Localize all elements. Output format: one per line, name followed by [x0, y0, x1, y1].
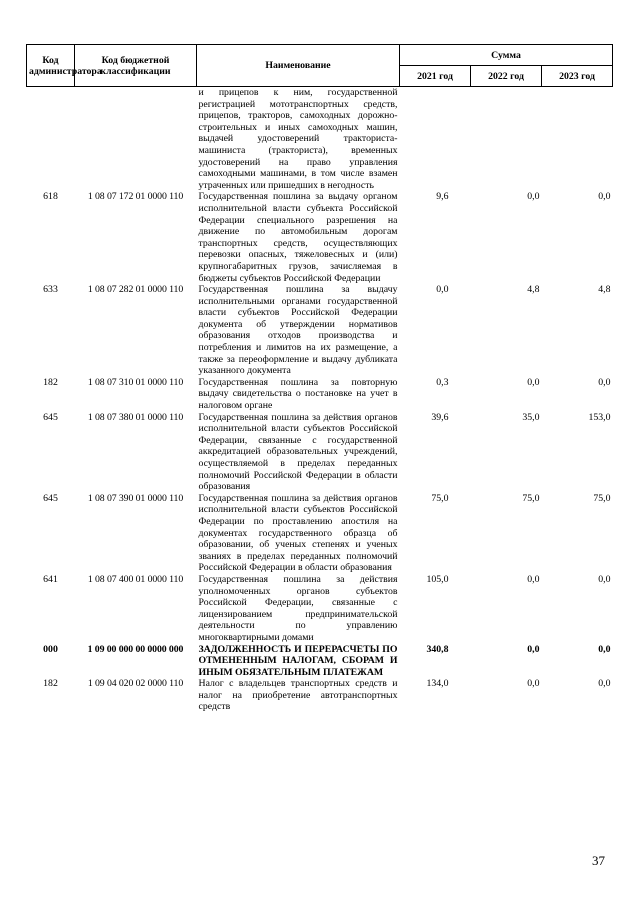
table-row — [27, 678, 613, 713]
budget-code-cell: 1 08 07 310 01 0000 110 — [87, 376, 184, 388]
table-row — [27, 377, 613, 412]
sum-2021-cell: 0,3 — [436, 376, 449, 388]
sum-2023-cell — [542, 87, 613, 192]
header-year-2023: 2023 год — [542, 66, 613, 87]
header-row-top — [27, 45, 613, 66]
table-row — [27, 87, 613, 192]
budget-code-cell: 1 09 00 000 00 0000 000 — [87, 643, 184, 655]
sum-2022-cell: 4,8 — [527, 284, 540, 296]
admin-code-cell: 645 — [43, 492, 58, 504]
sum-2022-cell: 35,0 — [522, 411, 540, 423]
name-cell: Государственная пошлина за выдачу органом исполнительной власти субъекта Российской Федерации специального разрешения на движение по автомобильным дорогам транспортных средств, осуществляющих перевозки опасных, тяжеловесных и (или) крупногабаритных грузов, зачисляемая в бюджеты субъектов Российской Федерации — [198, 191, 398, 284]
sum-2022-cell: 0,0 — [527, 376, 540, 388]
budget-code-cell: 1 08 07 172 01 0000 110 — [87, 191, 184, 203]
sum-2021-cell: 340,8 — [426, 643, 449, 655]
name-cell: Государственная пошлина за выдачу исполнительными органами государственной власти субъектов Российской Федерации документа об утверждении нормативов образования отходов производства и потребления и лимитов на их размещение, а также за переоформление и выдачу дубликата указанного документа — [198, 284, 398, 377]
header-budget-code: Код бюджетной классификации — [75, 45, 197, 87]
header-admin-code: Код администратора — [27, 45, 75, 87]
sum-2023-cell: 0,0 — [598, 643, 611, 655]
admin-code-cell: 641 — [43, 573, 58, 585]
table-row — [27, 493, 613, 574]
table-row — [27, 284, 613, 377]
sum-2022-cell — [471, 87, 542, 192]
name-cell: Налог с владельцев транспортных средств и налог на приобретение автотранспортных средств — [198, 678, 398, 713]
sum-2022-cell: 75,0 — [522, 492, 540, 504]
header-year-2022: 2022 год — [471, 66, 542, 87]
name-cell: Государственная пошлина за повторную выдачу свидетельства о постановке на учет в налоговом органе — [198, 376, 398, 412]
sum-2023-cell: 0,0 — [598, 191, 611, 203]
admin-code-cell: 000 — [43, 643, 58, 655]
budget-code-cell: 1 08 07 282 01 0000 110 — [87, 284, 184, 296]
admin-code-cell: 182 — [43, 376, 58, 388]
budget-code-cell: 1 09 04 020 02 0000 110 — [87, 678, 184, 690]
header-name: Наименование — [197, 45, 400, 87]
header-sum: Сумма — [400, 45, 613, 66]
table-row — [27, 574, 613, 644]
admin-code-cell: 633 — [43, 284, 58, 296]
table-row — [27, 644, 613, 679]
sum-2021-cell: 39,6 — [431, 411, 449, 423]
sum-2021-cell: 105,0 — [426, 573, 449, 585]
table-row — [27, 412, 613, 493]
sum-2021-cell: 75,0 — [431, 492, 449, 504]
table-header — [27, 45, 613, 87]
sum-2021-cell: 134,0 — [426, 678, 449, 690]
sum-2023-cell: 75,0 — [593, 492, 611, 504]
sum-2021-cell: 0,0 — [436, 284, 449, 296]
budget-code-cell: 1 08 07 400 01 0000 110 — [87, 573, 184, 585]
name-cell: Государственная пошлина за действия уполномоченных органов субъектов Российской Федерации, связанные с лицензированием предпринимательской деятельности по управлению многоквартирными домами — [198, 573, 398, 643]
page-number: 37 — [592, 853, 605, 868]
budget-revenue-table — [26, 44, 613, 713]
sum-2021-cell: 9,6 — [436, 191, 449, 203]
sum-2023-cell: 0,0 — [598, 678, 611, 690]
name-cell: ЗАДОЛЖЕННОСТЬ И ПЕРЕРАСЧЕТЫ ПО ОТМЕНЕННЫМ НАЛОГАМ, СБОРАМ И ИНЫМ ОБЯЗАТЕЛЬНЫМ ПЛАТЕЖАМ — [198, 643, 398, 678]
table-row — [27, 191, 613, 284]
admin-code-cell: 182 — [43, 678, 58, 690]
name-cell: и прицепов к ним, государственной регистрацией мототранспортных средств, прицепов, тракторов, самоходных дорожно-строительных и иных самоходных машин, выдачей удостоверений тракториста-машиниста (тракториста), временных удостоверений на право управления самоходными машинами, в том числе взамен утраченных или пришедших в негодность — [198, 87, 398, 191]
budget-code-cell — [75, 87, 197, 192]
sum-2022-cell: 0,0 — [527, 643, 540, 655]
name-cell: Государственная пошлина за действия органов исполнительной власти субъектов Российской Федерации, связанные с государственной аккредитацией образовательных учреждений, осуществляемой в пределах переданных полномочий Российской Федерации в области образования — [198, 411, 398, 493]
table-body — [27, 87, 613, 714]
name-cell: Государственная пошлина за действия органов исполнительной власти субъектов Российской Федерации по проставлению апостиля на документах государственного образца об образовании, об ученых степенях и ученых званиях в пределах переданных полномочий Российской Федерации в области образования — [198, 492, 398, 574]
sum-2023-cell: 153,0 — [588, 411, 611, 423]
admin-code-cell: 618 — [43, 191, 58, 203]
sum-2023-cell: 0,0 — [598, 376, 611, 388]
header-year-2021: 2021 год — [400, 66, 471, 87]
budget-code-cell: 1 08 07 390 01 0000 110 — [87, 492, 184, 504]
sum-2023-cell: 4,8 — [598, 284, 611, 296]
sum-2022-cell: 0,0 — [527, 191, 540, 203]
budget-code-cell: 1 08 07 380 01 0000 110 — [87, 411, 184, 423]
sum-2022-cell: 0,0 — [527, 678, 540, 690]
sum-2023-cell: 0,0 — [598, 573, 611, 585]
sum-2021-cell — [400, 87, 471, 192]
admin-code-cell: 645 — [43, 411, 58, 423]
admin-code-cell — [27, 87, 75, 192]
sum-2022-cell: 0,0 — [527, 573, 540, 585]
